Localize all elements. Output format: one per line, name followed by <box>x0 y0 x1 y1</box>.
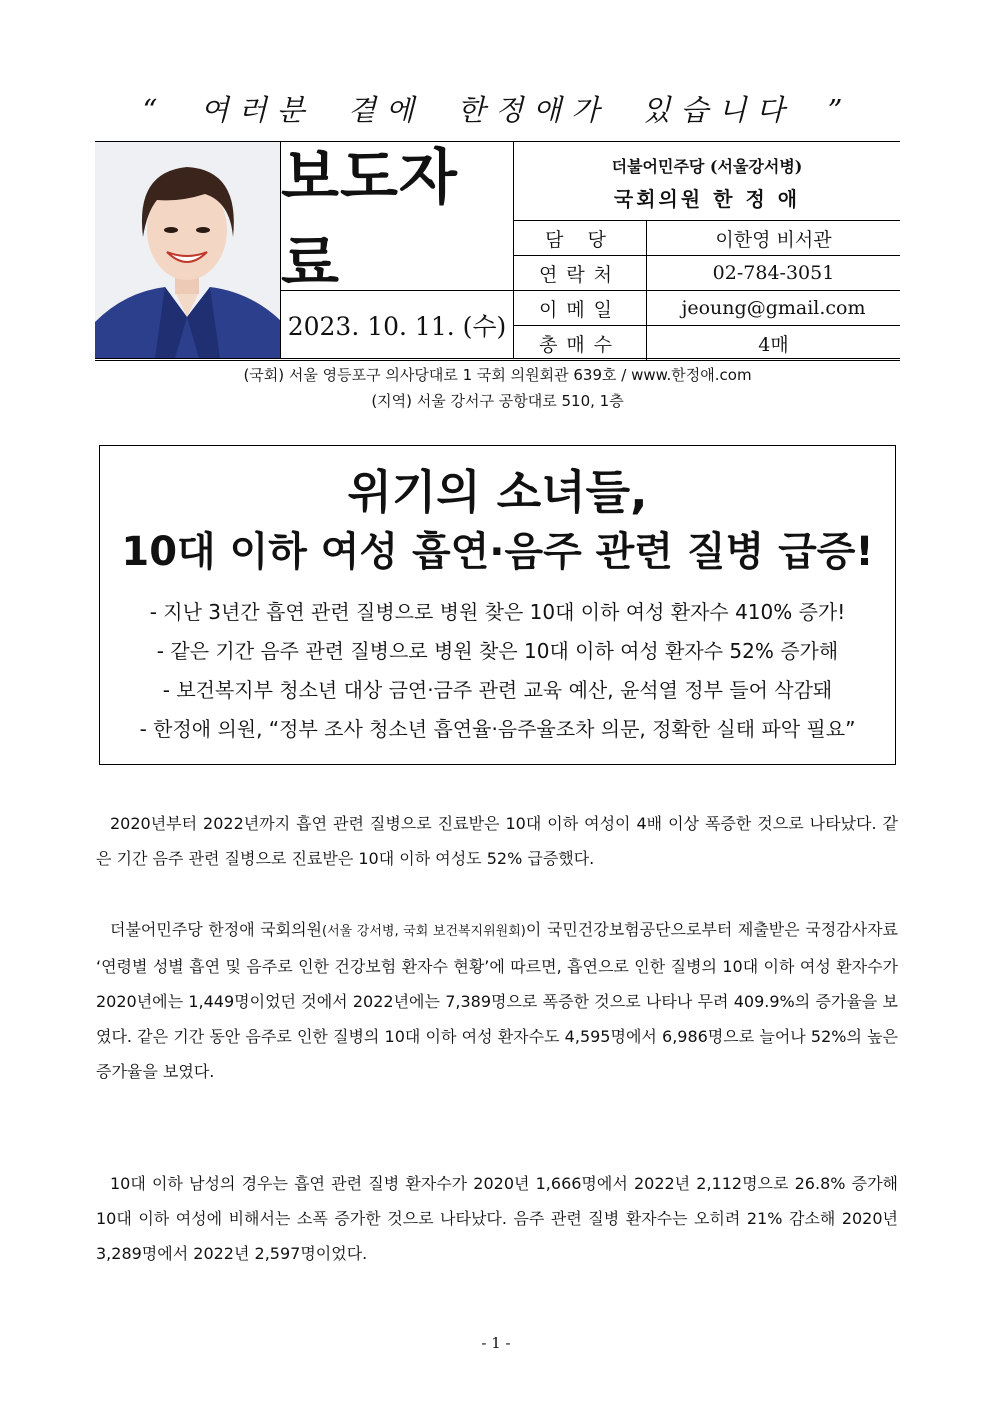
lawmaker-photo <box>95 142 281 358</box>
headline-main: 위기의 소녀들, <box>347 465 648 519</box>
contact-value: 4매 <box>758 333 789 356</box>
party-name: 더불어민주당 (서울강서병) <box>611 157 803 176</box>
member-committee-note: (서울 강서병, 국회 보건복지위원회) <box>322 924 526 939</box>
contact-row-pages <box>514 326 900 358</box>
headline-box <box>99 445 896 765</box>
contact-row-phone <box>514 256 900 291</box>
contact-value: 이한영 비서관 <box>715 228 832 251</box>
summary-bullet: - 지난 3년간 흡연 관련 질병으로 병원 찾은 10대 이하 여성 환자수 410% 증가! <box>149 600 846 624</box>
slogan: “ 여러분 곁에 한정애가 있습니다 ” <box>142 93 853 127</box>
contact-row-manager <box>514 221 900 256</box>
member-name: 국회의원 한 정 애 <box>613 187 801 211</box>
contact-label: 이메일 <box>514 291 647 325</box>
contact-value: jeoung@gmail.com <box>681 297 866 319</box>
contact-label: 담 당 <box>514 221 647 255</box>
document-type-title: 보도자료 <box>281 142 513 291</box>
office-address: (국회) 서울 영등포구 의사당대로 1 국회 의원회관 639호 / www.한정애.com <box>243 366 752 384</box>
member-affiliation <box>514 142 900 221</box>
paragraph-lead: 더불어민주당 한정애 국회의원 <box>110 920 323 939</box>
district-address: (지역) 서울 강서구 공항대로 510, 1층 <box>371 392 624 410</box>
summary-bullet: - 같은 기간 음주 관련 질병으로 병원 찾은 10대 이하 여성 환자수 52% 증가해 <box>156 639 839 663</box>
contact-row-email <box>514 291 900 326</box>
paragraph-text: 이 국민건강보험공단으로부터 제출받은 국정감사자료 ‘연령별 성별 흡연 및 음주로 인한 건강보험 환자수 현황’에 따르면, 흡연으로 인한 질병의 10대 이하 여성 환자수가 2020년에는 1,449명이었던 것에서 2022년에는 7,389명으로 폭증한 것으로 나타나 무려 409.9%의 증가율을 보였다. 같은 기간 동안 음주로 인한 질병의 10대 이하 여성 환자수도 4,595명에서 6,986명으로 늘어나 52%의 높은 증가율을 보였다. <box>96 920 898 1081</box>
body-paragraph-2 <box>96 912 898 1089</box>
press-header <box>95 141 900 361</box>
headline-sub: 10대 이하 여성 흡연·음주 관련 질병 급증! <box>121 529 874 575</box>
contact-value: 02-784-3051 <box>712 262 835 284</box>
contact-label: 연락처 <box>514 256 647 290</box>
release-date: 2023. 10. 11. (수) <box>287 311 507 341</box>
summary-bullet: - 보건복지부 청소년 대상 금연·금주 관련 교육 예산, 윤석열 정부 들어 삭감돼 <box>162 678 833 702</box>
body-paragraph-3: 10대 이하 남성의 경우는 흡연 관련 질병 환자수가 2020년 1,666명에서 2022년 2,112명으로 26.8% 증가해 10대 이하 여성에 비해서는 소폭 증가한 것으로 나타났다. 음주 관련 질병 환자수는 오히려 21% 감소해 2020년 3,289명에서 2022년 2,597명이었다. <box>96 1174 898 1263</box>
summary-bullet: - 한정애 의원, “정부 조사 청소년 흡연율·음주율조차 의문, 정확한 실태 파악 필요” <box>139 717 856 741</box>
contact-label: 총매수 <box>514 326 647 360</box>
page-number: - 1 - <box>481 1334 511 1352</box>
body-paragraph-1: 2020년부터 2022년까지 흡연 관련 질병으로 진료받은 10대 이하 여성이 4배 이상 폭증한 것으로 나타났다. 같은 기간 음주 관련 질병으로 진료받은 10대 이하 여성도 52% 급증했다. <box>96 814 898 868</box>
